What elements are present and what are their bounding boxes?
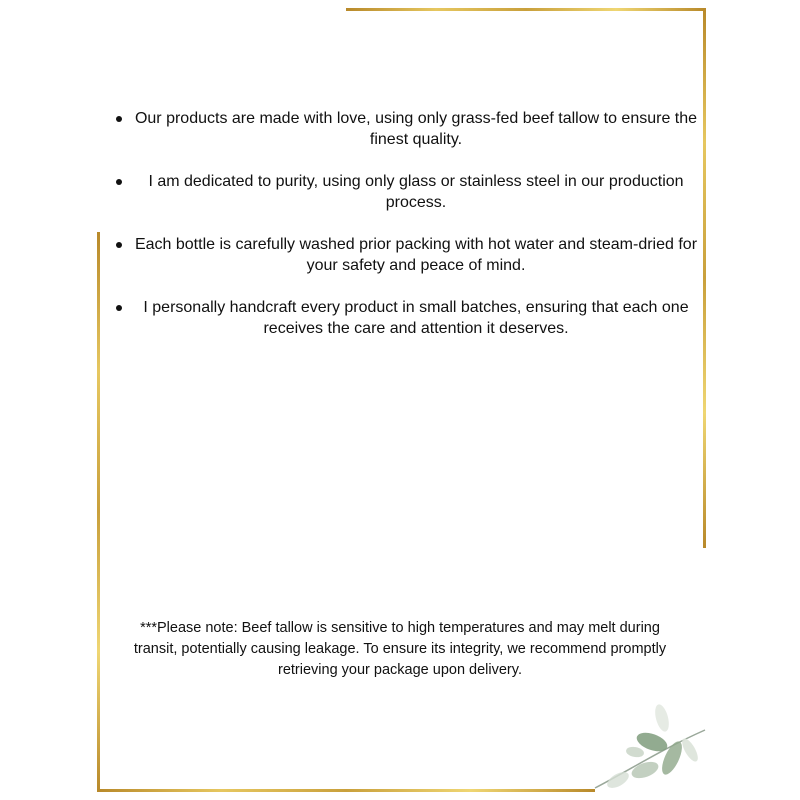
gold-frame-right — [703, 8, 706, 548]
gold-frame-left — [97, 232, 100, 792]
list-item-text: Our products are made with love, using only grass-fed beef tallow to ensure the finest quality. — [134, 110, 698, 148]
bullet-icon — [116, 305, 122, 311]
list-item-text: Each bottle is carefully washed prior packing with hot water and steam-dried for your safety and peace of mind. — [134, 236, 698, 274]
gold-frame-top — [346, 8, 706, 11]
shipping-note: ***Please note: Beef tallow is sensitive to high temperatures and may melt during transit, potentially causing leakage. To ensure its integrity, we recommend promptly retrieving your package upon delivery. — [133, 620, 667, 678]
bullet-icon — [116, 116, 122, 122]
list-item — [112, 171, 700, 213]
gold-frame-bottom — [97, 789, 595, 792]
list-item — [112, 108, 700, 150]
feature-list — [112, 108, 700, 360]
list-item-text: I am dedicated to purity, using only glass or stainless steel in our production process. — [148, 173, 684, 211]
bullet-icon — [116, 179, 122, 185]
leaf-branch-icon — [590, 700, 710, 795]
list-item — [112, 234, 700, 276]
bullet-icon — [116, 242, 122, 248]
list-item — [112, 297, 700, 339]
list-item-text: I personally handcraft every product in small batches, ensuring that each one receives the care and attention it deserves. — [143, 299, 689, 337]
